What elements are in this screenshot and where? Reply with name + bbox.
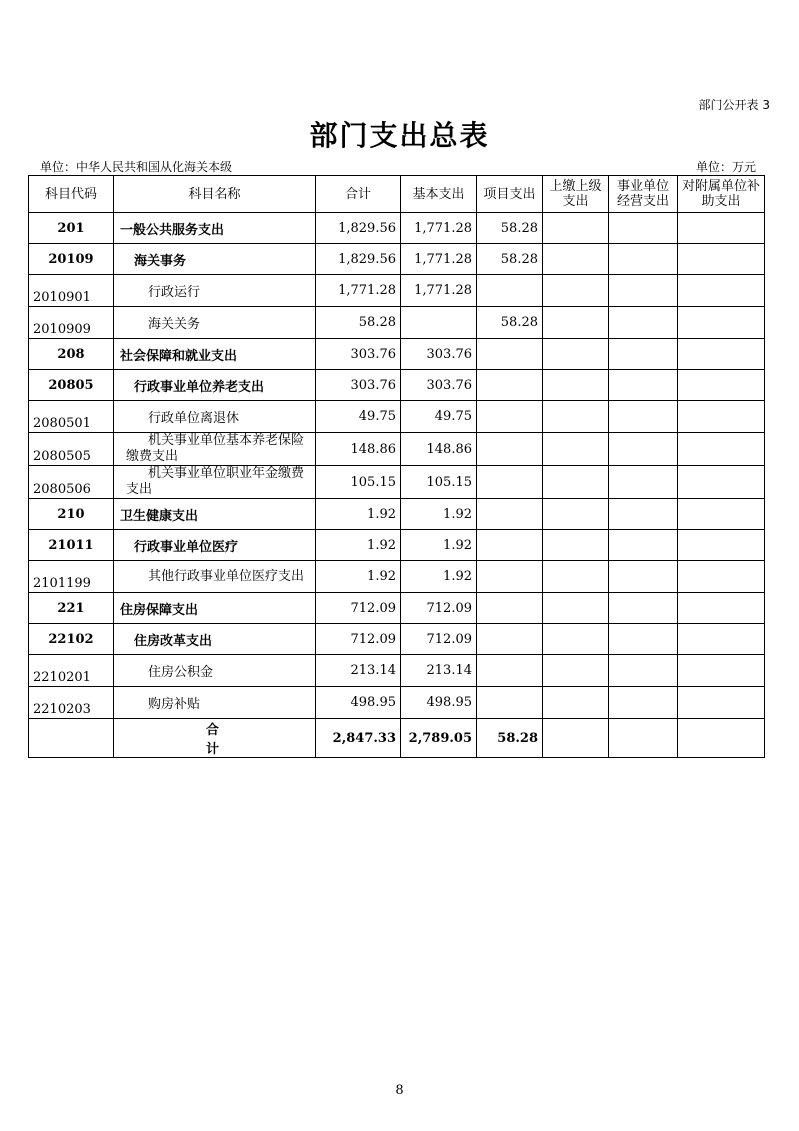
row-code: 221	[29, 593, 114, 624]
row-subsidiary-subsidy	[678, 655, 765, 687]
row-total: 1,771.28	[316, 275, 401, 307]
total-business-operation	[609, 719, 678, 758]
row-remit-superior	[543, 339, 609, 370]
row-name: 其他行政事业单位医疗支出	[114, 561, 316, 593]
row-total: 148.86	[316, 433, 401, 466]
row-remit-superior	[543, 561, 609, 593]
row-total: 213.14	[316, 655, 401, 687]
row-subsidiary-subsidy	[678, 401, 765, 433]
row-code: 2080501	[29, 401, 114, 433]
row-subsidiary-subsidy	[678, 433, 765, 466]
row-name: 住房改革支出	[114, 624, 316, 655]
table-row	[29, 401, 765, 433]
row-subsidiary-subsidy	[678, 499, 765, 530]
row-code: 201	[29, 213, 114, 244]
table-row	[29, 370, 765, 401]
row-basic: 1,771.28	[401, 275, 477, 307]
row-remit-superior	[543, 624, 609, 655]
row-code: 2210203	[29, 687, 114, 719]
row-remit-superior	[543, 687, 609, 719]
header-business-operation: 事业单位经营支出	[609, 176, 678, 213]
row-basic: 303.76	[401, 339, 477, 370]
row-business-operation	[609, 466, 678, 499]
row-project	[477, 561, 543, 593]
row-name: 行政事业单位养老支出	[114, 370, 316, 401]
row-total: 1.92	[316, 561, 401, 593]
row-remit-superior	[543, 370, 609, 401]
unit-organization: 单位：中华人民共和国从化海关本级	[40, 160, 233, 174]
row-basic: 1,771.28	[401, 244, 477, 275]
row-name: 机关事业单位基本养老保险缴费支出	[114, 433, 316, 466]
row-project	[477, 499, 543, 530]
expenditure-table	[28, 175, 765, 758]
page-number: 8	[395, 1083, 404, 1098]
row-total: 1,829.56	[316, 244, 401, 275]
row-code: 20109	[29, 244, 114, 275]
row-total: 712.09	[316, 593, 401, 624]
table-row	[29, 593, 765, 624]
row-remit-superior	[543, 530, 609, 561]
row-business-operation	[609, 275, 678, 307]
row-project	[477, 655, 543, 687]
row-business-operation	[609, 530, 678, 561]
row-project	[477, 370, 543, 401]
row-subsidiary-subsidy	[678, 213, 765, 244]
row-code: 2010909	[29, 307, 114, 339]
row-basic: 105.15	[401, 466, 477, 499]
total-basic: 2,789.05	[401, 719, 477, 758]
row-business-operation	[609, 213, 678, 244]
row-project	[477, 687, 543, 719]
total-row	[29, 719, 765, 758]
row-remit-superior	[543, 433, 609, 466]
total-sum: 2,847.33	[316, 719, 401, 758]
row-code: 2080505	[29, 433, 114, 466]
row-total: 49.75	[316, 401, 401, 433]
row-project	[477, 401, 543, 433]
row-code: 22102	[29, 624, 114, 655]
row-project: 58.28	[477, 213, 543, 244]
row-basic: 1.92	[401, 499, 477, 530]
table-row	[29, 530, 765, 561]
row-total: 1.92	[316, 530, 401, 561]
row-business-operation	[609, 339, 678, 370]
row-project	[477, 339, 543, 370]
row-name: 一般公共服务支出	[114, 213, 316, 244]
row-total: 498.95	[316, 687, 401, 719]
row-basic: 712.09	[401, 593, 477, 624]
row-remit-superior	[543, 466, 609, 499]
table-row	[29, 433, 765, 466]
row-total: 105.15	[316, 466, 401, 499]
row-project: 58.28	[477, 307, 543, 339]
row-business-operation	[609, 561, 678, 593]
header-remit-superior: 上缴上级支出	[543, 176, 609, 213]
total-label: 合计	[114, 719, 316, 758]
row-name: 购房补贴	[114, 687, 316, 719]
row-basic	[401, 307, 477, 339]
row-project	[477, 624, 543, 655]
row-total: 1.92	[316, 499, 401, 530]
row-remit-superior	[543, 307, 609, 339]
row-business-operation	[609, 687, 678, 719]
row-business-operation	[609, 624, 678, 655]
row-basic: 712.09	[401, 624, 477, 655]
unit-currency: 单位：万元	[695, 160, 756, 174]
row-code: 208	[29, 339, 114, 370]
row-project	[477, 433, 543, 466]
table-row	[29, 624, 765, 655]
table-row	[29, 499, 765, 530]
row-remit-superior	[543, 401, 609, 433]
row-project	[477, 593, 543, 624]
row-name: 海关事务	[114, 244, 316, 275]
row-remit-superior	[543, 213, 609, 244]
total-project: 58.28	[477, 719, 543, 758]
table-row	[29, 466, 765, 499]
row-subsidiary-subsidy	[678, 530, 765, 561]
table-row	[29, 307, 765, 339]
row-remit-superior	[543, 593, 609, 624]
form-number: 部门公开表 3	[698, 98, 770, 112]
row-total: 303.76	[316, 339, 401, 370]
row-name: 行政单位离退休	[114, 401, 316, 433]
row-name: 行政运行	[114, 275, 316, 307]
row-total: 303.76	[316, 370, 401, 401]
row-project	[477, 275, 543, 307]
header-total: 合计	[316, 176, 401, 213]
row-subsidiary-subsidy	[678, 307, 765, 339]
row-code: 2010901	[29, 275, 114, 307]
row-total: 1,829.56	[316, 213, 401, 244]
row-subsidiary-subsidy	[678, 561, 765, 593]
row-basic: 1,771.28	[401, 213, 477, 244]
row-remit-superior	[543, 655, 609, 687]
page-title: 部门支出总表	[309, 119, 490, 152]
row-business-operation	[609, 401, 678, 433]
total-remit-superior	[543, 719, 609, 758]
table-header-row	[29, 176, 765, 213]
header-subsidiary-subsidy: 对附属单位补助支出	[678, 176, 765, 213]
row-code: 2080506	[29, 466, 114, 499]
row-name: 机关事业单位职业年金缴费支出	[114, 466, 316, 499]
row-project	[477, 530, 543, 561]
row-name: 社会保障和就业支出	[114, 339, 316, 370]
row-subsidiary-subsidy	[678, 370, 765, 401]
table-row	[29, 561, 765, 593]
header-code: 科目代码	[29, 176, 114, 213]
row-business-operation	[609, 307, 678, 339]
row-remit-superior	[543, 499, 609, 530]
header-project: 项目支出	[477, 176, 543, 213]
header-name: 科目名称	[114, 176, 316, 213]
row-business-operation	[609, 433, 678, 466]
row-basic: 49.75	[401, 401, 477, 433]
row-project: 58.28	[477, 244, 543, 275]
row-name: 住房公积金	[114, 655, 316, 687]
row-business-operation	[609, 593, 678, 624]
row-code: 20805	[29, 370, 114, 401]
row-subsidiary-subsidy	[678, 593, 765, 624]
row-business-operation	[609, 499, 678, 530]
row-code: 2210201	[29, 655, 114, 687]
row-name: 海关关务	[114, 307, 316, 339]
row-business-operation	[609, 244, 678, 275]
table-row	[29, 213, 765, 244]
row-subsidiary-subsidy	[678, 339, 765, 370]
row-basic: 498.95	[401, 687, 477, 719]
row-basic: 303.76	[401, 370, 477, 401]
row-total: 58.28	[316, 307, 401, 339]
row-remit-superior	[543, 244, 609, 275]
total-code-cell	[29, 719, 114, 758]
table-row	[29, 655, 765, 687]
row-project	[477, 466, 543, 499]
row-total: 712.09	[316, 624, 401, 655]
row-code: 210	[29, 499, 114, 530]
row-basic: 1.92	[401, 561, 477, 593]
row-subsidiary-subsidy	[678, 466, 765, 499]
row-basic: 148.86	[401, 433, 477, 466]
row-name: 住房保障支出	[114, 593, 316, 624]
row-basic: 1.92	[401, 530, 477, 561]
header-basic: 基本支出	[401, 176, 477, 213]
row-name: 行政事业单位医疗	[114, 530, 316, 561]
row-code: 2101199	[29, 561, 114, 593]
table-row	[29, 687, 765, 719]
row-subsidiary-subsidy	[678, 275, 765, 307]
total-subsidiary-subsidy	[678, 719, 765, 758]
row-business-operation	[609, 370, 678, 401]
row-subsidiary-subsidy	[678, 687, 765, 719]
table-row	[29, 339, 765, 370]
row-name: 卫生健康支出	[114, 499, 316, 530]
row-subsidiary-subsidy	[678, 624, 765, 655]
table-row	[29, 275, 765, 307]
table-row	[29, 244, 765, 275]
row-code: 21011	[29, 530, 114, 561]
row-subsidiary-subsidy	[678, 244, 765, 275]
row-remit-superior	[543, 275, 609, 307]
row-basic: 213.14	[401, 655, 477, 687]
row-business-operation	[609, 655, 678, 687]
